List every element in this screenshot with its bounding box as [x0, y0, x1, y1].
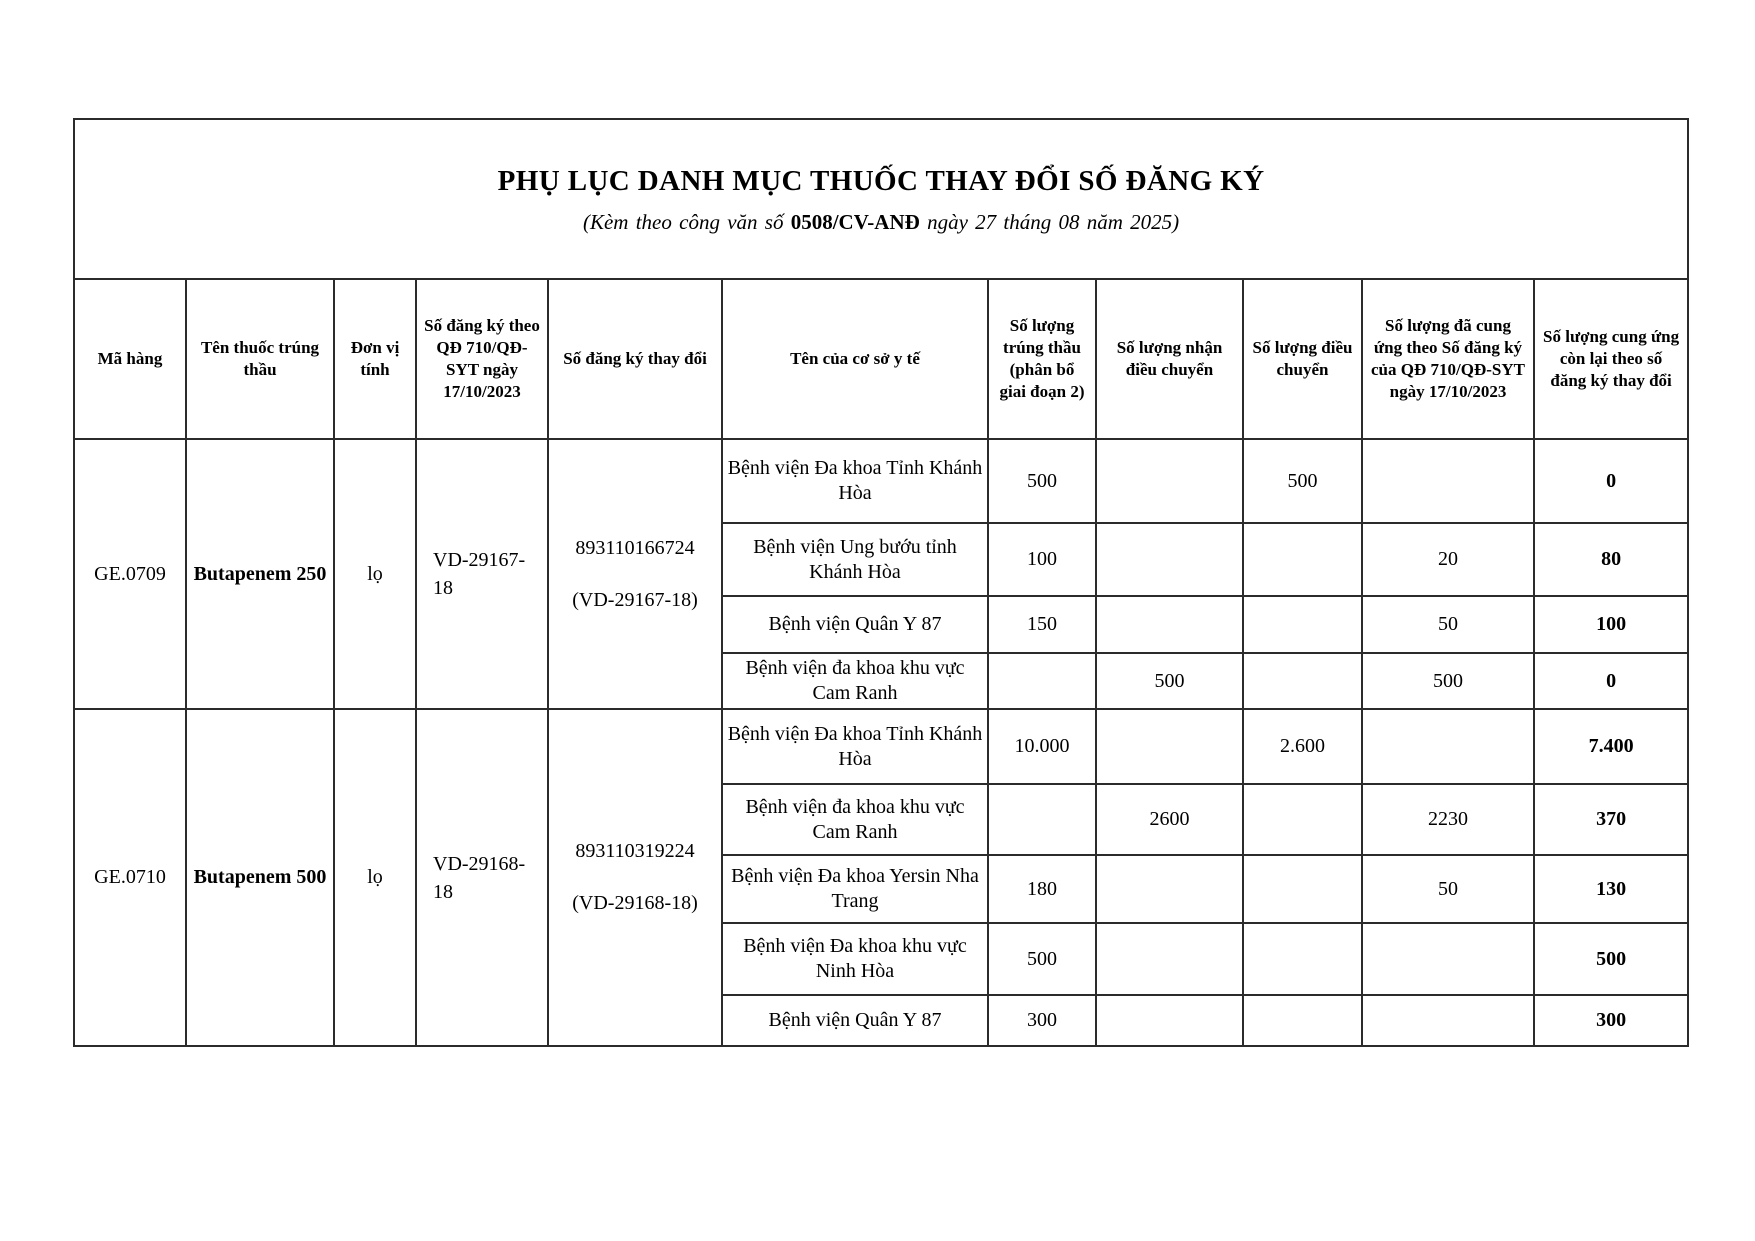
- cell-qty-won: 180: [988, 855, 1096, 923]
- col-header-reg-new: Số đăng ký thay đổi: [548, 279, 722, 439]
- cell-qty-received: 2600: [1096, 784, 1243, 855]
- cell-facility: Bệnh viện Đa khoa Yersin Nha Trang: [722, 855, 988, 923]
- cell-qty-remaining: 0: [1534, 439, 1688, 523]
- cell-qty-transferred: [1243, 923, 1362, 995]
- cell-drug-name: Butapenem 250: [186, 439, 334, 709]
- cell-qty-transferred: 2.600: [1243, 709, 1362, 784]
- subtitle-suffix: ngày 27 tháng 08 năm 2025): [927, 209, 1180, 234]
- cell-qty-won: 10.000: [988, 709, 1096, 784]
- cell-qty-transferred: [1243, 995, 1362, 1046]
- cell-qty-remaining: 370: [1534, 784, 1688, 855]
- cell-qty-transferred: [1243, 523, 1362, 596]
- cell-qty-transferred: [1243, 596, 1362, 653]
- col-header-qty-remaining: Số lượng cung ứng còn lại theo số đăng ký thay đổi: [1534, 279, 1688, 439]
- subtitle-reference-number: 0508/CV-ANĐ: [790, 209, 920, 234]
- cell-qty-won: [988, 784, 1096, 855]
- cell-qty-remaining: 80: [1534, 523, 1688, 596]
- cell-qty-supplied: 20: [1362, 523, 1534, 596]
- cell-qty-remaining: 500: [1534, 923, 1688, 995]
- cell-reg-old: [416, 709, 548, 1046]
- cell-qty-received: [1096, 923, 1243, 995]
- cell-reg-old: [416, 439, 548, 709]
- cell-facility: Bệnh viện Ung bướu tỉnh Khánh Hòa: [722, 523, 988, 596]
- reg-new-code: (VD-29168-18): [572, 892, 698, 914]
- cell-item-code: GE.0709: [74, 439, 186, 709]
- cell-drug-name: Butapenem 500: [186, 709, 334, 1046]
- cell-qty-supplied: 50: [1362, 855, 1534, 923]
- cell-qty-remaining: 100: [1534, 596, 1688, 653]
- reg-new-number: 893110166724: [575, 536, 695, 559]
- cell-qty-won: 150: [988, 596, 1096, 653]
- document-title: PHỤ LỤC DANH MỤC THUỐC THAY ĐỔI SỐ ĐĂNG KÝ: [497, 165, 1265, 198]
- cell-qty-remaining: 300: [1534, 995, 1688, 1046]
- cell-qty-received: [1096, 523, 1243, 596]
- cell-qty-supplied: 50: [1362, 596, 1534, 653]
- cell-qty-won: 100: [988, 523, 1096, 596]
- document-subtitle: [79, 209, 1683, 235]
- cell-reg-new: [548, 439, 722, 709]
- col-header-qty-transferred: Số lượng điều chuyển: [1243, 279, 1362, 439]
- cell-qty-supplied: 500: [1362, 653, 1534, 709]
- cell-qty-remaining: 0: [1534, 653, 1688, 709]
- cell-unit: lọ: [334, 709, 416, 1046]
- cell-facility: Bệnh viện Đa khoa Tỉnh Khánh Hòa: [722, 439, 988, 523]
- col-header-facility: Tên của cơ sở y tế: [722, 279, 988, 439]
- cell-facility: Bệnh viện đa khoa khu vực Cam Ranh: [722, 784, 988, 855]
- cell-qty-transferred: [1243, 784, 1362, 855]
- reg-new-code: (VD-29167-18): [572, 588, 698, 611]
- cell-qty-supplied: 2230: [1362, 784, 1534, 855]
- col-header-item-code: Mã hàng: [74, 279, 186, 439]
- col-header-qty-won: Số lượng trúng thầu (phân bổ giai đoạn 2): [988, 279, 1096, 439]
- cell-qty-supplied: [1362, 923, 1534, 995]
- table-header-row: [74, 279, 1688, 439]
- col-header-qty-supplied: Số lượng đã cung ứng theo Số đăng ký của QĐ 710/QĐ-SYT ngày 17/10/2023: [1362, 279, 1534, 439]
- cell-qty-received: 500: [1096, 653, 1243, 709]
- cell-facility: Bệnh viện Đa khoa Tỉnh Khánh Hòa: [722, 709, 988, 784]
- cell-qty-transferred: 500: [1243, 439, 1362, 523]
- cell-unit: lọ: [334, 439, 416, 709]
- cell-qty-received: [1096, 855, 1243, 923]
- reg-new-number: 893110319224: [575, 840, 695, 862]
- cell-qty-transferred: [1243, 855, 1362, 923]
- cell-qty-supplied: [1362, 439, 1534, 523]
- cell-qty-received: [1096, 439, 1243, 523]
- cell-qty-received: [1096, 995, 1243, 1046]
- reg-old-value: VD-29168-18: [433, 852, 526, 903]
- col-header-qty-received: Số lượng nhận điều chuyển: [1096, 279, 1243, 439]
- cell-facility: Bệnh viện Quân Y 87: [722, 596, 988, 653]
- cell-qty-received: [1096, 596, 1243, 653]
- table-row: [74, 709, 1688, 784]
- cell-item-code: GE.0710: [74, 709, 186, 1046]
- drug-change-table: [73, 118, 1689, 1047]
- cell-facility: Bệnh viện Đa khoa khu vực Ninh Hòa: [722, 923, 988, 995]
- cell-qty-remaining: 7.400: [1534, 709, 1688, 784]
- cell-facility: Bệnh viện Quân Y 87: [722, 995, 988, 1046]
- cell-qty-supplied: [1362, 709, 1534, 784]
- cell-qty-supplied: [1362, 995, 1534, 1046]
- cell-qty-transferred: [1243, 653, 1362, 709]
- cell-qty-won: 500: [988, 439, 1096, 523]
- cell-qty-won: 500: [988, 923, 1096, 995]
- table-row: [74, 439, 1688, 523]
- col-header-reg-old: Số đăng ký theo QĐ 710/QĐ-SYT ngày 17/10/2023: [416, 279, 548, 439]
- col-header-drug-name: Tên thuốc trúng thầu: [186, 279, 334, 439]
- title-cell: [74, 119, 1688, 279]
- cell-reg-new: [548, 709, 722, 1046]
- cell-qty-won: [988, 653, 1096, 709]
- cell-facility: Bệnh viện đa khoa khu vực Cam Ranh: [722, 653, 988, 709]
- reg-old-value: VD-29167-18: [433, 549, 526, 599]
- subtitle-prefix: (Kèm theo công văn số: [582, 209, 784, 234]
- cell-qty-remaining: 130: [1534, 855, 1688, 923]
- cell-qty-received: [1096, 709, 1243, 784]
- col-header-unit: Đơn vị tính: [334, 279, 416, 439]
- title-row: [74, 119, 1688, 279]
- cell-qty-won: 300: [988, 995, 1096, 1046]
